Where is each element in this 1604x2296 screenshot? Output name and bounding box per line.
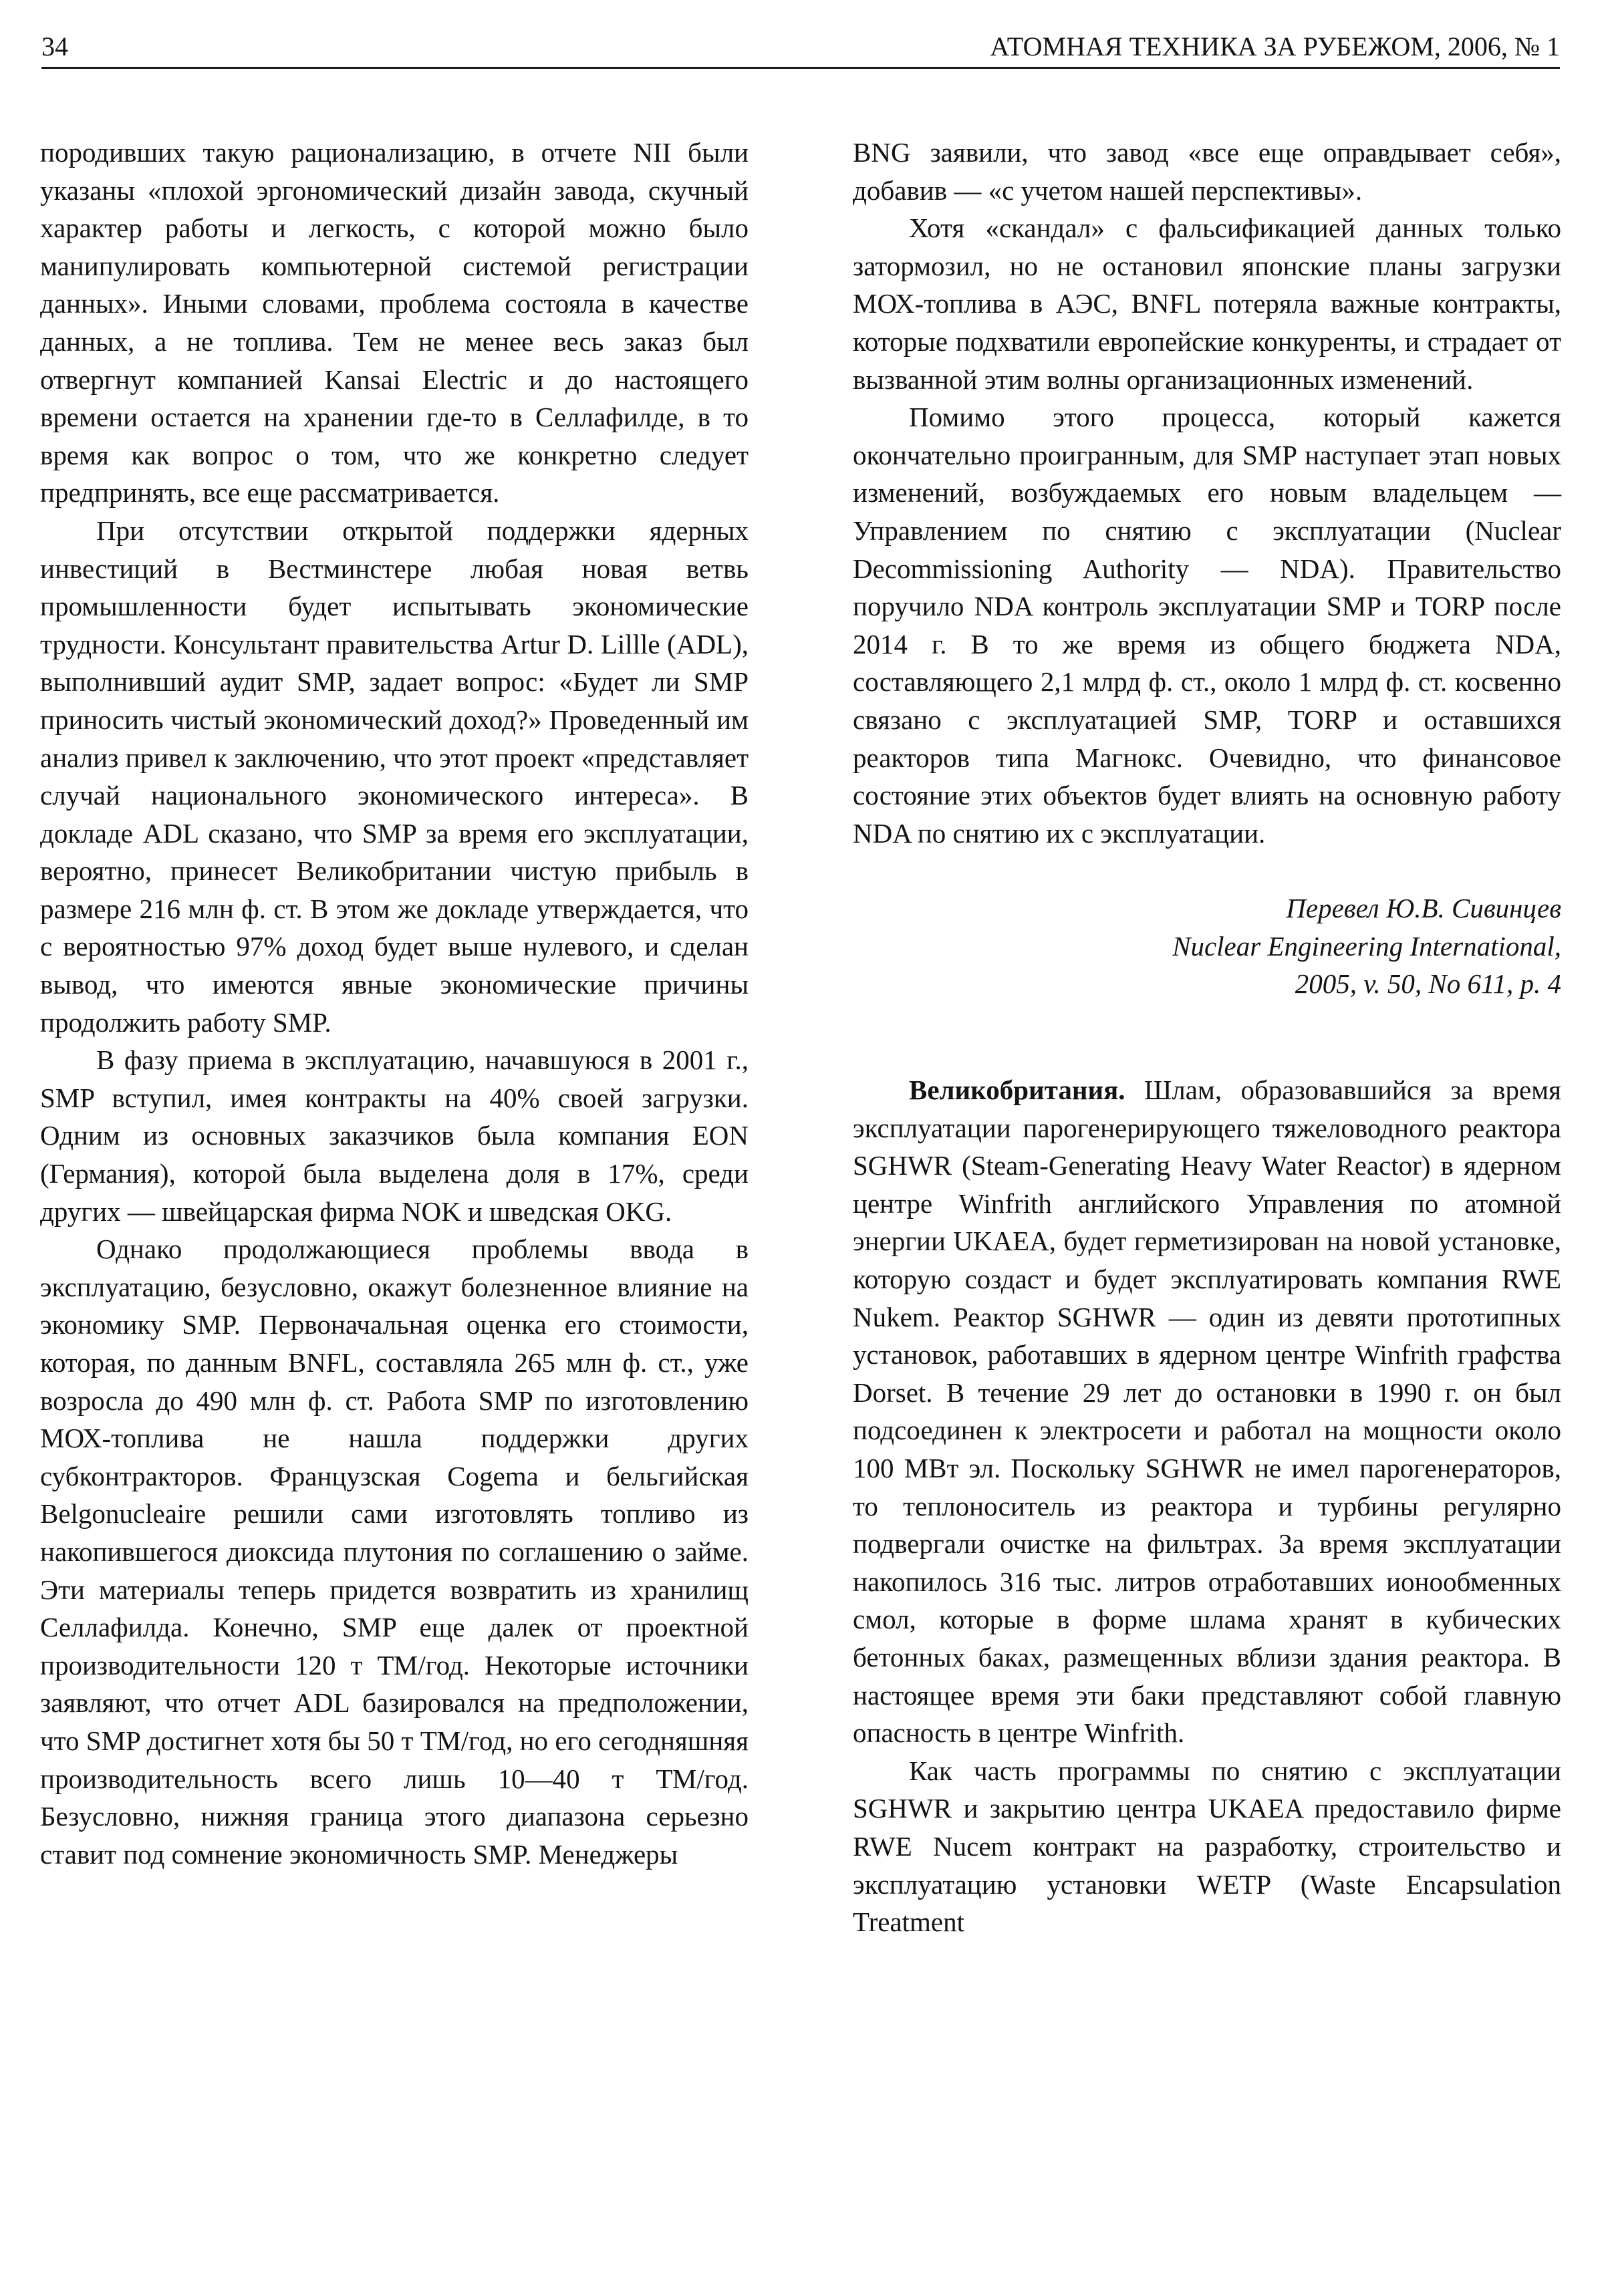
paragraph: Однако продолжающиеся проблемы ввода в эксплуатацию, безусловно, окажут болезненное влияние на экономику SMP. Первоначальная оценка его стоимости, которая, по данным BNFL, составляла 265 млн ф. ст., уже возросла до 490 млн ф. ст. Работа SMP по изготовлению МОХ-топлива не нашла поддержки других субконтракторов. Французская Cogema и бельгийская Belgonucleaire решили сами изготовлять топливо из накопившегося диоксида плутония по соглашению о займе. Эти материалы теперь придется возвратить из хранилищ Селлафилда. Конечно, SMP еще далек от проектной производительности 120 т ТМ/год. Некоторые источники заявляют, что отчет ADL базировался на предположении, что SMP достигнет хотя бы 50 т ТМ/год, но его сегодняшняя производительность всего лишь 10—40 т ТМ/год. Безусловно, нижняя граница этого диапазона серьезно ставит под сомнение экономичность SMP. Менеджеры	[40, 1234, 749, 1870]
page-header	[41, 25, 1560, 69]
paragraph: Хотя «скандал» с фальсификацией данных только затормозил, но не остановил японские планы загрузки МОХ-топлива в АЭС, BNFL потеряла важные контракты, которые подхватили европейские конкуренты, и страдает от вызванной этим волны организационных изменений.	[853, 212, 1561, 395]
right-column	[853, 134, 1561, 1941]
paragraph: Как часть программы по снятию с эксплуатации SGHWR и закрытию центра UKAEA предоставило фирме RWE Nucem контракт на разработку, строительство и эксплуатацию установки WETP (Waste Encapsulation Treatment	[853, 1755, 1561, 1938]
paragraph: Помимо этого процесса, который кажется окончательно проигранным, для SMP наступает этап новых изменений, возбуждаемых его новым владельцем — Управлением по снятию с эксплуатации (Nuclear Decommissioning Authority — NDA). Правительство поручило NDA контроль эксплуатации SMP и TORP после 2014 г. В то же время из общего бюджета NDA, составляющего 2,1 млрд ф. ст., около 1 млрд ф. ст. косвенно связано с эксплуатацией SMP, TORP и оставшихся реакторов типа Магнокс. Очевидно, что финансовое состояние этих объектов будет влиять на основную работу NDA по снятию их с эксплуатации.	[853, 402, 1561, 849]
section-lead-country: Великобритания.	[909, 1074, 1125, 1106]
paragraph: породивших такую рационализацию, в отчете NII были указаны «плохой эргономический дизайн завода, скучный характер работы и легкость, с которой можно было манипулировать компьютерной системой регистрации данных». Иными словами, проблема состояла в качестве данных, а не топлива. Тем не менее весь заказ был отвергнут компанией Kansai Electric и до настоящего времени остается на хранении где-то в Селлафилде, в то время как вопрос о том, что же конкретно следует предпринять, все еще рассматривается.	[40, 137, 749, 509]
journal-running-title: АТОМНАЯ ТЕХНИКА ЗА РУБЕЖОМ, 2006, № 1	[990, 31, 1560, 61]
source-journal: Nuclear Engineering International,	[1172, 930, 1561, 962]
source-citation: 2005, v. 50, No 611, p. 4	[1295, 968, 1561, 1000]
paragraph: В фазу приема в эксплуатацию, начавшуюся в 2001 г., SMP вступил, имея контракты на 40% своей загрузки. Одним из основных заказчиков была компания EON (Германия), которой была выделена доля в 17%, среди других — швейцарская фирма NOK и шведская OKG.	[40, 1044, 749, 1227]
article-credit	[853, 889, 1561, 1003]
left-column	[40, 134, 749, 1873]
section-body: Шлам, образовавшийся за время эксплуатации парогенерирующего тяжеловодного реактора SGHWR (Steam-Generating Heavy Water Reactor) в ядерном центре Winfrith английского Управления по атомной энергии UKAEA, будет герметизирован на новой установке, которую создаст и будет эксплуатировать компания RWE Nukem. Реактор SGHWR — один из девяти прототипных установок, работавших в ядерном центре Winfrith графства Dorset. В течение 29 лет до остановки в 1990 г. он был подсоединен к электросети и работал на мощности около 100 МВт эл. Поскольку SGHWR не имел парогенераторов, то теплоноситель из реактора и турбины регулярно подвергали очистке на фильтрах. За время эксплуатации накопилось 316 тыс. литров отработавших ионообменных смол, которые в форме шлама хранят в кубических бетонных баках, размещенных вблизи здания реактора. В настоящее время эти баки представляют собой главную опасность в центре Winfrith.	[853, 1074, 1561, 1749]
page-number: 34	[41, 31, 68, 61]
section-paragraph	[853, 1071, 1561, 1752]
translator-credit: Перевел Ю.В. Сивинцев	[1286, 893, 1561, 924]
paragraph: При отсутствии открытой поддержки ядерных инвестиций в Вестминстере любая новая ветвь промышленности будет испытывать экономические трудности. Консультант правительства Artur D. Lillle (ADL), выполнивший аудит SMP, задает вопрос: «Будет ли SMP приносить чистый экономический доход?» Проведенный им анализ привел к заключению, что этот проект «представляет случай национального экономического интереса». В докладе ADL сказано, что SMP за время его эксплуатации, вероятно, принесет Великобритании чистую прибыль в размере 216 млн ф. ст. В этом же докладе утверждается, что с вероятностью 97% доход будет выше нулевого, и сделан вывод, что имеются явные экономические причины продолжить работу SMP.	[40, 515, 749, 1038]
paragraph: BNG заявили, что завод «все еще оправдывает себя», добавив — «с учетом нашей перспективы».	[853, 137, 1561, 206]
